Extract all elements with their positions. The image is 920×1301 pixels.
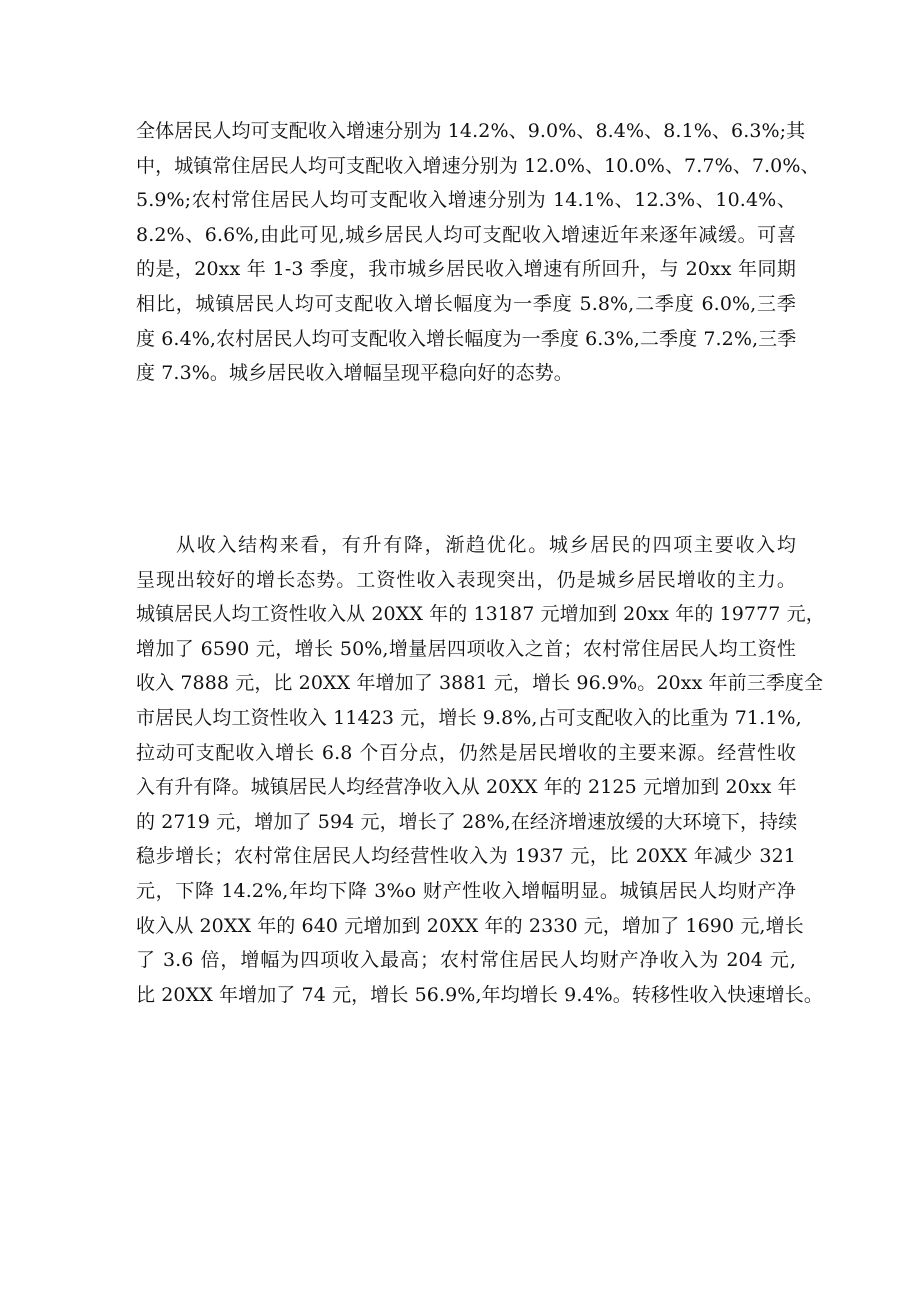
text-line: 度 7.3%。城乡居民收入增幅呈现平稳向好的态势。: [136, 362, 573, 385]
text-line: 城镇居民人均工资性收入从 20XX 年的 13187 元增加到 20xx 年的 19777 元，: [136, 603, 825, 626]
text-line: 收入 7888 元，比 20XX 年增加了 3881 元，增长 96.9%。20xx 年前三季度全: [136, 672, 824, 695]
text-line: 8.2%、6.6%,由此可见,城乡居民人均可支配收入增速近年来逐年减缓。可喜: [136, 223, 796, 246]
text-line: 拉动可支配收入增长 6.8 个百分点，仍然是居民增收的主要来源。经营性收: [136, 741, 796, 764]
text-line: 的 2719 元，增加了 594 元，增长了 28%,在经济增速放缓的大环境下，持续: [136, 810, 798, 833]
text-line: 度 6.4%,农村居民人均可支配收入增长幅度为一季度 6.3%,二季度 7.2%,三季: [136, 327, 797, 350]
paragraph-income-growth: [136, 114, 820, 391]
text-line: 入有升有降。城镇居民人均经营净收入从 20XX 年的 2125 元增加到 20xx 年: [136, 776, 797, 799]
text-line: 全体居民人均可支配收入增速分别为 14.2%、9.0%、8.4%、8.1%、6.3%;其: [136, 120, 806, 142]
text-line: 5.9%;农村常住居民人均可支配收入增速分别为 14.1%、12.3%、10.4%、: [136, 189, 796, 212]
text-line: 从收入结构来看，有升有降，渐趋优化。城乡居民的四项主要收入均: [176, 534, 796, 556]
text-line: 稳步增长；农村常住居民人均经营性收入为 1937 元，比 20XX 年减少 321: [136, 845, 796, 868]
text-line: 收入从 20XX 年的 640 元增加到 20XX 年的 2330 元，增加了 1690 元,增长: [136, 914, 804, 937]
text-line: 市居民人均工资性收入 11423 元，增长 9.8%,占可支配收入的比重为 71.1%,: [136, 706, 802, 729]
text-line: 中，城镇常住居民人均可支配收入增速分别为 12.0%、10.0%、7.7%、7.0%、: [136, 154, 820, 177]
text-line: 元，下降 14.2%,年均下降 3%o 财产性收入增幅明显。城镇居民人均财产净: [136, 879, 796, 902]
text-line: 了 3.6 倍，增幅为四项收入最高；农村常住居民人均财产净收入为 204 元,: [136, 949, 796, 972]
text-line: 比 20XX 年增加了 74 元，增长 56.9%,年均增长 9.4%。转移性收入快速增长。: [136, 983, 823, 1006]
text-line: 呈现出较好的增长态势。工资性收入表现突出，仍是城乡居民增收的主力。: [136, 568, 796, 591]
text-line: 相比，城镇居民人均可支配收入增长幅度为一季度 5.8%,二季度 6.0%,三季: [136, 292, 796, 315]
text-line: 增加了 6590 元，增长 50%,增量居四项收入之首；农村常住居民人均工资性: [136, 637, 796, 660]
text-line: 的是，20xx 年 1-3 季度，我市城乡居民收入增速有所回升，与 20xx 年同期: [136, 258, 796, 281]
paragraph-income-structure: [136, 528, 825, 1012]
